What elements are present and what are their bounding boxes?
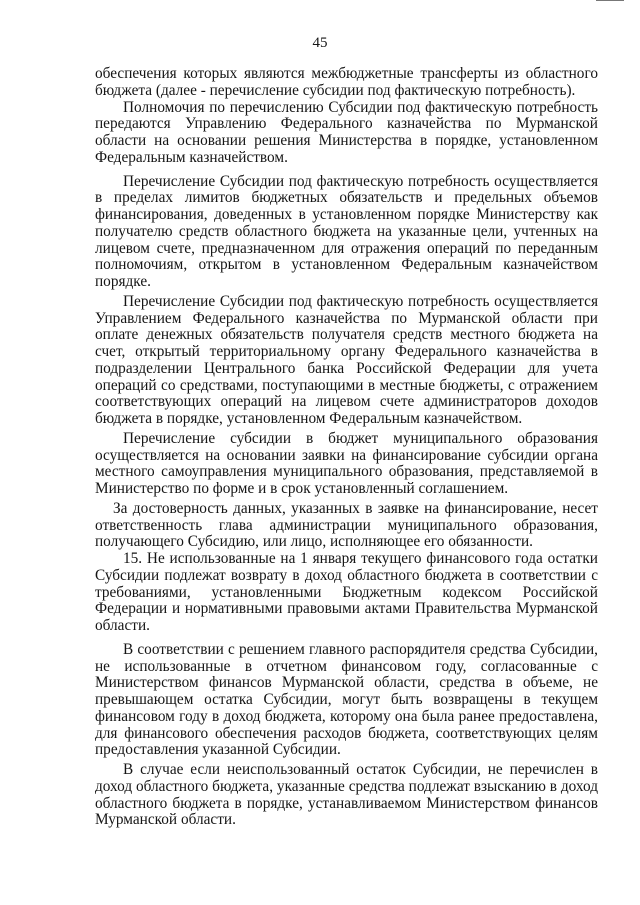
body-text: [95, 66, 598, 829]
paragraph-recovery: В случае если неиспользованный остаток Субсидии, не перечислен в доход областного бюджета, указанные средства подлежат взысканию в доход областного бюджета в порядке, устанавливаемом Министерством финансов Мурманской области.: [95, 761, 598, 829]
paragraph-item-15: 15. Не использованные на 1 января текущего финансового года остатки Субсидии подлежат возврату в доход областного бюджета в соответствии с требованиями, установленными Бюджетным кодексом Российской Федерации и нормативными правовыми актами Правительства Мурманской области.: [95, 550, 598, 634]
top-edge-rule: [596, 0, 624, 1]
paragraph-transfer-limits: Перечисление Субсидии под фактическую потребность осуществляется в пределах лимитов бюджетных обязательств и предельных объемов финансирования, доведенных в установленном порядке Министерству как получателю средств областного бюджета на указанные цели, учтенных на лицевом счете, предназначенном для отражения операций по переданным полномочиям, открытом в установленном Федеральным казначейством порядке.: [95, 172, 598, 290]
paragraph-continuation: обеспечения которых являются межбюджетные трансферты из областного бюджета (далее - перечисление субсидии под фактическую потребность).: [95, 65, 598, 99]
paragraph-remainder-return: В соответствии с решением главного распорядителя средства Субсидии, не использованные в отчетном финансовом году, согласованные с Министерством финансов Мурманской области, средства в объеме, не превышающем остатка Субсидии, могут быть возвращены в текущем финансовом году в доход бюджета, которому она была ранее предоставлена, для финансового обеспечения расходов бюджета, соответствующих целям предоставления указанной Субсидии.: [95, 640, 598, 759]
paragraph-transfer-request: Перечисление субсидии в бюджет муниципального образования осуществляется на основании заявки на финансирование субсидии органа местного самоуправления муниципального образования, представляемой в Министерство по форме и в срок установленный соглашением.: [95, 429, 598, 497]
paragraph-responsibility: За достоверность данных, указанных в заявке на финансирование, несет ответственность глава администрации муниципального образования, получающего Субсидию, или лицо, исполняющее его обязанности.: [95, 499, 598, 551]
paragraph-transfer-by-treasury: Перечисление Субсидии под фактическую потребность осуществляется Управлением Федерального казначейства по Мурманской области при оплате денежных обязательств получателя средств местного бюджета на счет, открытый территориальному органу Федерального казначейства в подразделении Центрального банка Российской Федерации для учета операций со средствами, поступающими в местные бюджеты, с отражением соответствующих операций на лицевом счете администраторов доходов бюджета в порядке, установленном Федеральным казначейством.: [95, 292, 598, 427]
paragraph-powers-transfer: Полномочия по перечислению Субсидии под фактическую потребность передаются Управлению Федерального казначейства по Мурманской области на основании решения Министерства в порядке, установленном Федеральным казначейством.: [95, 98, 598, 166]
page-number: 45: [312, 35, 328, 51]
